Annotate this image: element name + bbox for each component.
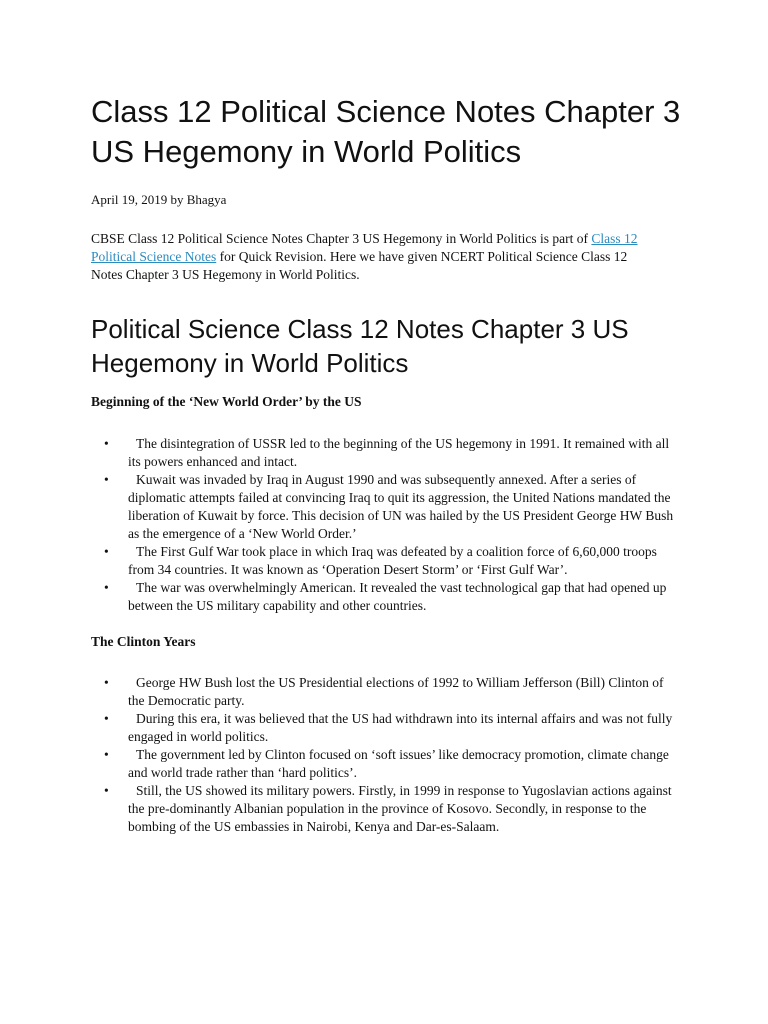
bullet-icon: • — [104, 711, 109, 726]
bullet-icon: • — [104, 783, 109, 798]
list-item-text: Still, the US showed its military powers. Firstly, in 1999 in response to Yugoslavian actions against the pre-dominantly Albanian population in the province of Kosovo. Secondly, in response to the bombing of the US embassies in Nairobi, Kenya and Dar-es-Salaam. — [128, 783, 672, 834]
bullet-list-new-world-order — [91, 435, 691, 615]
list-item — [91, 543, 681, 579]
list-item — [91, 710, 681, 746]
page-title: Class 12 Political Science Notes Chapter 3 US Hegemony in World Politics — [91, 94, 681, 169]
bullet-list-clinton-years — [91, 674, 691, 836]
byline: April 19, 2019 by Bhagya — [91, 192, 227, 207]
intro-paragraph — [91, 230, 661, 284]
bullet-icon: • — [104, 436, 109, 451]
list-item — [91, 579, 681, 615]
list-item-text: The disintegration of USSR led to the beginning of the US hegemony in 1991. It remained with all its powers enhanced and intact. — [128, 436, 670, 469]
intro-text-before: CBSE Class 12 Political Science Notes Chapter 3 US Hegemony in World Politics is part of — [91, 231, 592, 246]
list-item-text: The First Gulf War took place in which Iraq was defeated by a coalition force of 6,60,000 troops from 34 countries. It was known as ‘Operation Desert Storm’ or ‘First Gulf War’. — [128, 544, 657, 577]
list-item — [91, 746, 681, 782]
subheading-clinton-years: The Clinton Years — [91, 634, 196, 649]
list-item-text: The government led by Clinton focused on ‘soft issues’ like democracy promotion, climate change and world trade rather than ‘hard politics’. — [128, 747, 669, 780]
bullet-icon: • — [104, 472, 109, 487]
list-item — [91, 674, 681, 710]
section-title: Political Science Class 12 Notes Chapter 3 US Hegemony in World Politics — [91, 314, 629, 378]
list-item — [91, 471, 681, 543]
article — [91, 92, 691, 836]
list-item-text: George HW Bush lost the US Presidential elections of 1992 to William Jefferson (Bill) Clinton of the Democratic party. — [128, 675, 664, 708]
intro-text-after: for Quick Revision. Here we have given NCERT Political Science Class 12 Notes Chapter 3 US Hegemony in World Politics. — [91, 249, 628, 282]
bullet-icon: • — [104, 580, 109, 595]
list-item — [91, 435, 681, 471]
bullet-icon: • — [104, 544, 109, 559]
bullet-icon: • — [104, 747, 109, 762]
class-12-notes-link[interactable]: Class 12 Political Science Notes — [91, 231, 638, 264]
subheading-new-world-order: Beginning of the ‘New World Order’ by the US — [91, 394, 362, 409]
list-item-text: The war was overwhelmingly American. It revealed the vast technological gap that had opened up between the US military capability and other countries. — [128, 580, 667, 613]
list-item — [91, 782, 681, 836]
list-item-text: Kuwait was invaded by Iraq in August 1990 and was subsequently annexed. After a series of diplomatic attempts failed at convincing Iraq to quit its aggression, the United Nations mandated the liberation of Kuwait by force. This decision of UN was hailed by the US President George HW Bush as the emergence of a ‘New World Order.’ — [128, 472, 674, 541]
bullet-icon: • — [104, 675, 109, 690]
list-item-text: During this era, it was believed that the US had withdrawn into its internal affairs and was not fully engaged in world politics. — [128, 711, 673, 744]
